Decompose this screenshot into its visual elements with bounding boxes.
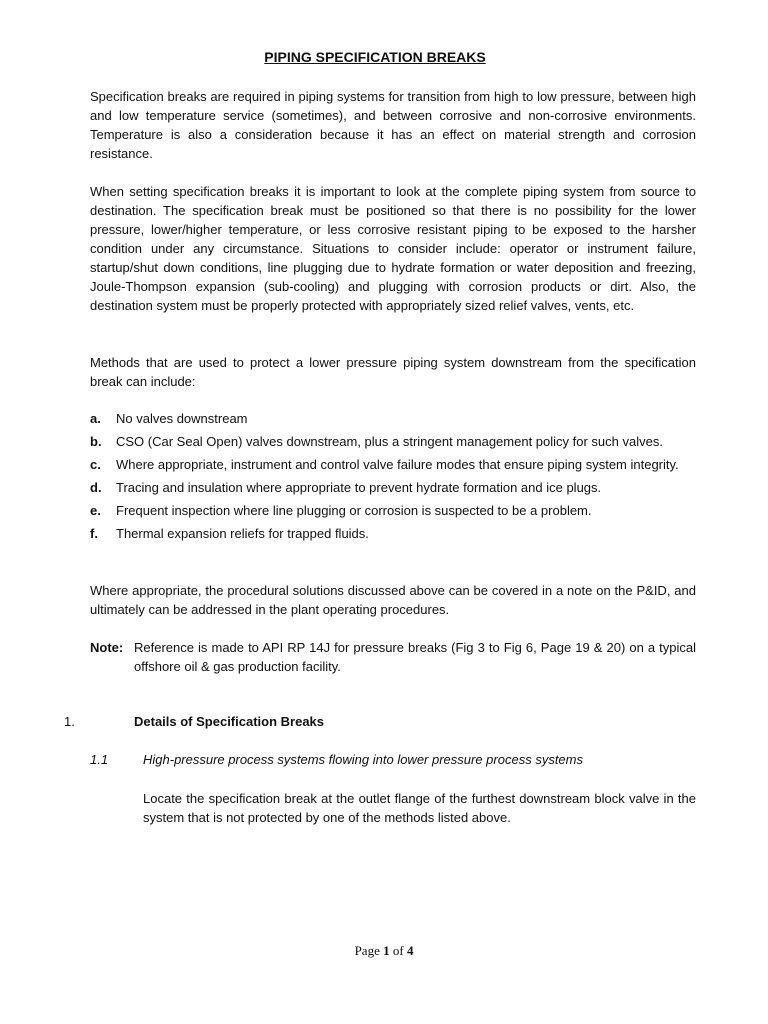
page-footer bbox=[0, 943, 768, 959]
list-marker: f. bbox=[90, 526, 98, 541]
document-title: PIPING SPECIFICATION BREAKS bbox=[264, 49, 486, 65]
list-item-text: No valves downstream bbox=[116, 411, 248, 426]
list-item bbox=[90, 433, 696, 451]
subsection-body: Locate the specification break at the outlet flange of the furthest downstream block valve in the system that is not protected by one of the methods listed above. bbox=[143, 791, 696, 825]
list-item bbox=[90, 456, 696, 474]
footer-current-page: 1 bbox=[383, 943, 390, 958]
list-item-text: Tracing and insulation where appropriate to prevent hydrate formation and ice plugs. bbox=[116, 480, 602, 495]
section-number: 1. bbox=[64, 714, 75, 729]
note-text: Reference is made to API RP 14J for pressure breaks (Fig 3 to Fig 6, Page 19 & 20) on a typical offshore oil & gas production facility. bbox=[134, 640, 696, 674]
methods-list bbox=[90, 410, 696, 548]
list-marker: b. bbox=[90, 434, 102, 449]
setting-paragraph: When setting specification breaks it is important to look at the complete piping system from source to destination. The specification break must be positioned so that there is no possibility for the lower pressure, lower/higher temperature, or less corrosive resistant piping to be exposed to the harsher condition under any circumstance. Situations to consider include: operator or instrument failure, startup/shut down conditions, line plugging due to hydrate formation or water deposition and freezing, Joule-Thompson expansion (sub-cooling) and plugging with corrosion products or dirt. Also, the destination system must be properly protected with appropriately sized relief valves, vents, etc. bbox=[90, 184, 696, 313]
list-marker: e. bbox=[90, 503, 101, 518]
note-block bbox=[90, 638, 696, 676]
list-item-text: Where appropriate, instrument and control valve failure modes that ensure piping system integrity. bbox=[116, 457, 679, 472]
footer-total-pages: 4 bbox=[406, 943, 414, 958]
methods-intro-paragraph: Methods that are used to protect a lower pressure piping system downstream from the specification break can include: bbox=[90, 355, 696, 389]
procedural-paragraph: Where appropriate, the procedural solutions discussed above can be covered in a note on the P&ID, and ultimately can be addressed in the plant operating procedures. bbox=[90, 583, 696, 617]
subsection-title: High-pressure process systems flowing into lower pressure process systems bbox=[143, 752, 583, 767]
list-marker: a. bbox=[90, 411, 101, 426]
list-item-text: CSO (Car Seal Open) valves downstream, plus a stringent management policy for such valves. bbox=[116, 434, 663, 449]
list-item-text: Thermal expansion reliefs for trapped fluids. bbox=[116, 526, 369, 541]
note-label: Note: bbox=[90, 640, 124, 655]
section-title: Details of Specification Breaks bbox=[134, 714, 325, 729]
list-item bbox=[90, 502, 696, 520]
list-item bbox=[90, 525, 696, 543]
list-marker: c. bbox=[90, 457, 101, 472]
intro-paragraph: Specification breaks are required in piping systems for transition from high to low pressure, between high and low temperature service (sometimes), and between corrosive and non-corrosive environments. Temperature is also a consideration because it has an effect on material strength and corrosion resistance. bbox=[90, 89, 696, 161]
list-item bbox=[90, 410, 696, 428]
list-item bbox=[90, 479, 696, 497]
footer-of-word: of bbox=[392, 943, 404, 958]
list-item-text: Frequent inspection where line plugging or corrosion is suspected to be a problem. bbox=[116, 503, 592, 518]
subsection-number: 1.1 bbox=[90, 752, 109, 767]
list-marker: d. bbox=[90, 480, 102, 495]
footer-page-word: Page bbox=[354, 943, 380, 958]
